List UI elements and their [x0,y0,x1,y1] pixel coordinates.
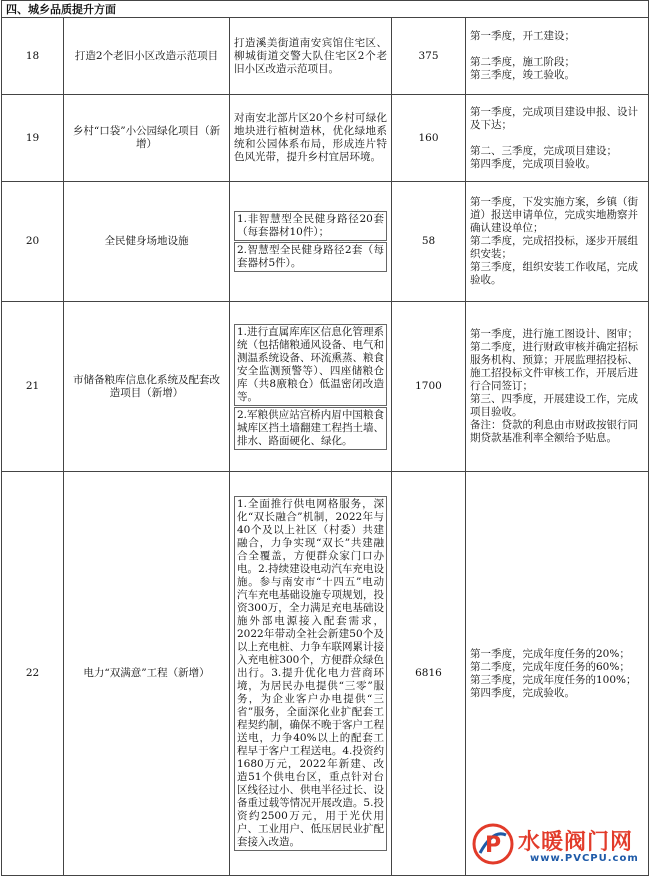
project-name: 全民健身场地设施 [64,182,230,302]
schedule-line: 第三季度，完成年度任务的100%； [470,673,637,686]
schedule-line: 第三、四季度，开展建设工作，完成项目验收。 [470,393,638,418]
schedule-line: 第二、三季度，完成项目建设； [470,144,617,157]
project-name: 市储备粮库信息化系统及配套改造项目（新增） [64,302,230,472]
project-table [1,0,649,876]
project-name: 电力“双满意”工程（新增） [64,472,230,876]
row-number: 21 [2,302,64,472]
schedule-line: 第三季度，竣工验收。 [470,69,575,81]
schedule-line: 备注：贷款的利息由市财政按银行同期贷款基准利率全额给予贴息。 [470,419,638,444]
project-schedule [466,472,649,876]
project-schedule [466,182,649,302]
project-amount: 6816 [392,472,466,876]
project-name: 打造2个老旧小区改造示范项目 [64,18,230,95]
content-item: 2.智慧型全民健身路径2套（每套器材5件）。 [234,242,387,272]
watermark-logo-icon [472,823,514,865]
schedule-line: 第二季度，完成招投标，逐步开展组织安装； [470,235,638,260]
project-content [230,472,392,876]
schedule-line: 第一季度，开工建设； [470,30,575,42]
project-schedule [466,95,649,182]
row-number: 19 [2,95,64,182]
table-row [2,472,649,876]
content-item: 1.进行直属库库区信息化管理系统（包括储粮通风设备、电气和测温系统设备、环流熏蒸、粮食安全监测预警等）、四座储粮仓库（共8廒粮仓）低温密闭改造等。 [234,324,387,406]
row-number: 18 [2,18,64,95]
schedule-line: 第四季度，完成项目验收。 [470,157,596,170]
site-watermark [470,819,650,871]
watermark-site-name: 水暖阀门网 [518,830,634,855]
project-content: 打造溪美街道南安宾馆住宅区、柳城街道交警大队住宅区2个老旧小区改造示范项目。 [230,18,392,95]
section-header-row [2,1,649,18]
row-number: 20 [2,182,64,302]
project-schedule [466,18,649,95]
schedule-line: 第一季度，完成年度任务的20%； [470,647,630,660]
schedule-line: 第一季度，进行施工图设计、图审； [470,328,638,340]
watermark-logo-letter: P [484,833,502,858]
table-row [2,302,649,472]
project-amount: 58 [392,182,466,302]
project-content [230,302,392,472]
schedule-line: 第二季度，完成年度任务的60%； [470,660,630,673]
content-item: 2.军粮供应站宫桥内眉中国粮食城库区挡土墙翻建工程挡土墙、排水、路面硬化、绿化。 [234,407,387,450]
content-item: 1.非智慧型全民健身路径20套（每套器材10件）； [234,211,387,241]
project-amount: 1700 [392,302,466,472]
project-amount: 160 [392,95,466,182]
project-content: 对南安北部片区20个乡村可绿化地块进行植树造林，优化绿地系统和公园体系布局，形成连片特色风光带，提升乡村宜居环境。 [230,95,392,182]
watermark-url: www.PVCPU.com [530,853,639,864]
table-row [2,95,649,182]
project-name: 乡村“口袋”小公园绿化项目（新增） [64,95,230,182]
project-amount: 375 [392,18,466,95]
project-content [230,182,392,302]
schedule-line: 第二季度，进行财政审核并确定招标服务机构、预算；开展监理招投标、施工招投标文件审核工作，开展后进行合同签订； [470,341,638,392]
schedule-line: 第二季度，施工阶段； [470,56,575,68]
row-number: 22 [2,472,64,876]
table-row [2,182,649,302]
table-row [2,18,649,95]
schedule-line: 第三季度，组织安装工作收尾，完成验收。 [470,261,638,286]
schedule-line: 第一季度，完成项目建设申报、设计及下达； [470,105,638,131]
section-title: 四、城乡品质提升方面 [2,1,649,18]
schedule-line: 第四季度，完成验收。 [470,686,575,699]
project-schedule [466,302,649,472]
schedule-line: 第一季度，下发实施方案，乡镇（街道）报送申请单位，完成实地勘察并确认建设单位； [470,196,638,234]
content-item: 1.全面推行供电网格服务，深化“双长融合”机制，2022年与40个及以上社区（村委）共建融合，力争实现“双长”共建融合全覆盖，方便群众家门口办电。2.持续建设电动汽车充电设施。参与南安市“十四五”电动汽车充电基础设施专项规划，投资300万，全力满足充电基础设施外部电源接入配套需求，2022年带动全社会新建50个及以上充电桩、力争车联网累计接入充电桩300个，方便群众绿色出行。3.提升优化电力营商环境，为居民办电提供“三零”服务，为企业客户办电提供“三省”服务，全面深化业扩配套工程契约制，确保不晚于客户工程送电，力争40%以上的配套工程早于客户工程送电。4.投资约1680万元，2022年新建、改造51个供电台区，重点针对台区线径过小、供电半径过长、设备重过载等情况开展改造。5.投资约2500万元，用于光伏用户、工业用户、低压居民业扩配套接入改造。 [234,496,387,851]
